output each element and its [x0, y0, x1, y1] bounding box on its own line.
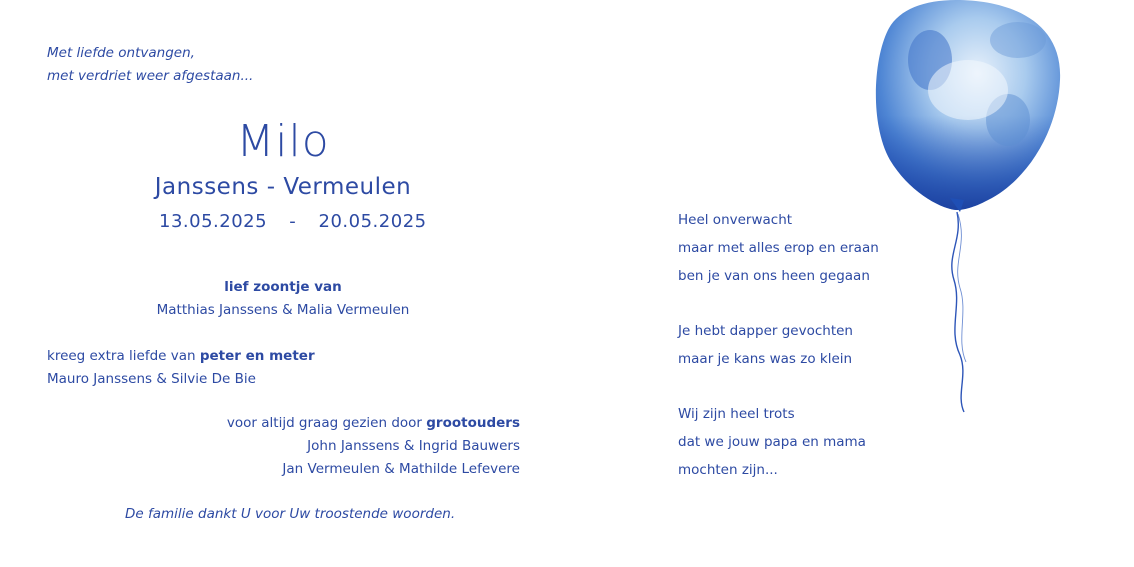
grandparents-role: grootouders	[426, 415, 520, 431]
poem-line: maar je kans was zo klein	[678, 351, 853, 367]
grandparents-block	[227, 412, 520, 481]
poem-line: Wij zijn heel trots	[678, 406, 795, 422]
birth-date: 13.05.2025	[159, 211, 268, 232]
date-range	[159, 211, 427, 232]
grandparents-line	[227, 412, 520, 435]
poem-stanza-3	[678, 400, 879, 484]
poem-line: mochten zijn...	[678, 462, 778, 478]
grandparents-couple-2: Jan Vermeulen & Mathilde Lefevere	[282, 461, 520, 477]
grandparents-prefix: voor altijd graag gezien door	[226, 415, 427, 431]
watercolor-balloon-icon	[868, 0, 1068, 420]
godparents-role: peter en meter	[199, 348, 315, 364]
surname: Janssens - Vermeulen	[154, 174, 412, 200]
parents-heading: lief zoontje van	[224, 279, 342, 295]
date-separator: -	[289, 211, 297, 232]
poem-line: Heel onverwacht	[678, 212, 793, 228]
grandparents-couple-1: John Janssens & Ingrid Bauwers	[307, 438, 520, 454]
parents-block	[133, 276, 433, 322]
poem-line: ben je van ons heen gegaan	[678, 268, 870, 284]
godparents-prefix: kreeg extra liefde van	[47, 348, 200, 364]
parents-names: Matthias Janssens & Malia Vermeulen	[156, 302, 410, 318]
godparents-block	[47, 345, 315, 391]
death-date: 20.05.2025	[318, 211, 427, 232]
first-name: Milo	[236, 116, 330, 167]
intro-line-1: Met liefde ontvangen,	[47, 45, 195, 61]
intro-line-2: met verdriet weer afgestaan...	[47, 68, 254, 84]
godparents-line	[47, 345, 315, 368]
poem-line: Je hebt dapper gevochten	[678, 323, 853, 339]
thanks-text: De familie dankt U voor Uw troostende woorden.	[125, 506, 456, 522]
poem-stanza-1	[678, 206, 879, 290]
poem-stanza-2	[678, 317, 879, 373]
poem-line: maar met alles erop en eraan	[678, 240, 879, 256]
balloon-string	[952, 212, 964, 412]
intro-text	[47, 42, 253, 88]
poem	[678, 206, 879, 484]
balloon-body	[876, 0, 1060, 210]
godparents-names: Mauro Janssens & Silvie De Bie	[47, 371, 256, 387]
poem-line: dat we jouw papa en mama	[678, 434, 866, 450]
